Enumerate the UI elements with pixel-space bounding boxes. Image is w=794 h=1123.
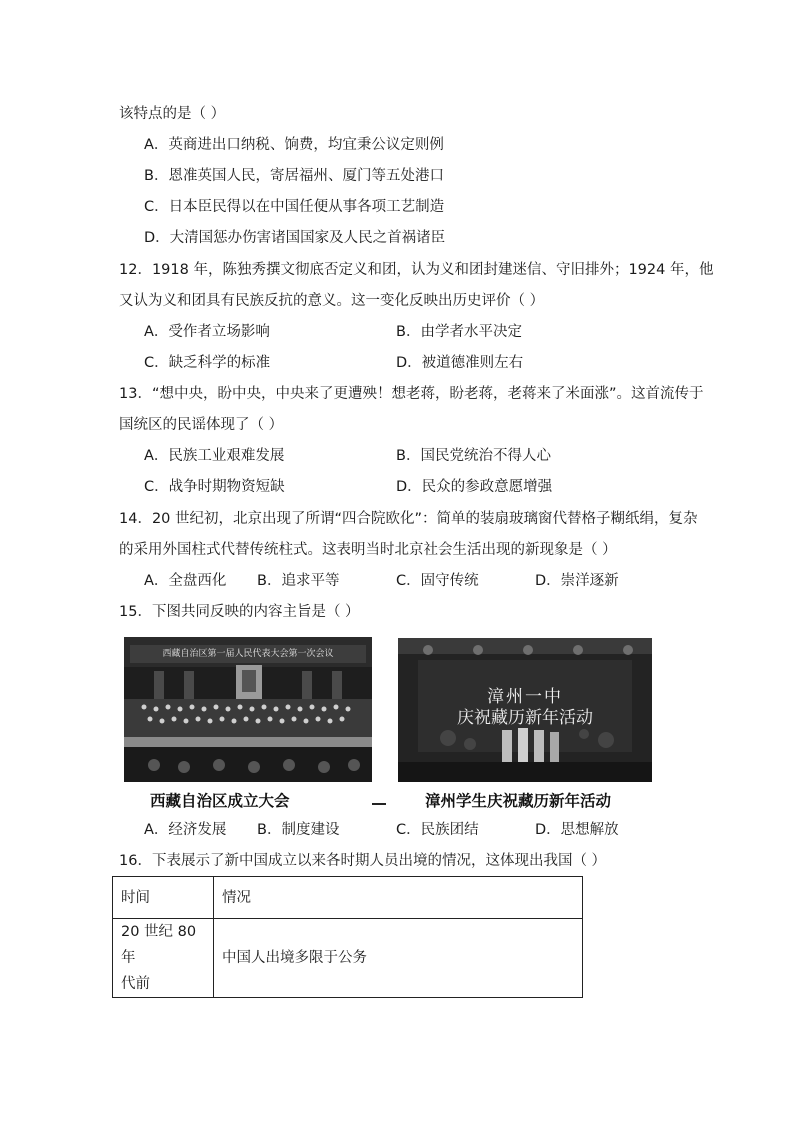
zhangzhou-overlay-line2: 庆祝藏历新年活动 xyxy=(457,708,593,728)
q13-option-a: A．民族工业艰难发展 xyxy=(144,448,285,464)
table-cell-time-line2: 代前 xyxy=(121,976,150,992)
tibet-congress-caption: 西藏自治区成立大会 xyxy=(150,791,290,810)
table-cell-situation: 中国人出境多限于公务 xyxy=(214,919,583,998)
tibet-congress-photo xyxy=(124,637,372,782)
q12-stem-line1: 12．1918 年，陈独秀撰文彻底否定义和团，认为义和团封建迷信、守旧排外；1924 年，他 xyxy=(119,262,714,278)
q14-option-a: A．全盘西化 xyxy=(144,573,227,589)
q14-option-d: D．崇洋逐新 xyxy=(535,573,619,589)
table-header-row xyxy=(113,877,583,919)
q13-stem-line2: 国统区的民谣体现了（ ） xyxy=(119,417,284,433)
q14-option-b: B．追求平等 xyxy=(257,573,340,589)
q14-stem-line2: 的采用外国柱式代替传统柱式。这表明当时北京社会生活出现的新现象是（ ） xyxy=(119,542,617,558)
q13-stem-line1: 13．“想中央，盼中央，中央来了更遭殃！想老蒋，盼老蒋，老蒋来了米面涨”。这首流传于 xyxy=(119,386,704,402)
q15-stem: 15．下图共同反映的内容主旨是（ ） xyxy=(119,604,360,620)
zhangzhou-activity-photo xyxy=(398,638,652,782)
zhangzhou-activity-caption: 漳州学生庆祝藏历新年活动 xyxy=(425,791,612,810)
q15-option-d: D．思想解放 xyxy=(535,822,619,838)
q12-option-b: B．由学者水平决定 xyxy=(396,324,522,340)
q14-option-c: C．固守传统 xyxy=(396,573,479,589)
zhangzhou-overlay-line1: 漳州一中 xyxy=(487,687,563,707)
outbound-travel-table xyxy=(112,876,583,998)
q15-option-c: C．民族团结 xyxy=(396,822,479,838)
q13-option-b: B．国民党统治不得人心 xyxy=(396,448,551,464)
table-cell-time-line1: 20 世纪 80 年 xyxy=(121,924,197,966)
tibet-congress-banner: 西藏自治区第一届人民代表大会第一次会议 xyxy=(162,649,334,659)
q11-option-a: A．英商进出口纳税、饷费，均宜秉公议定则例 xyxy=(144,137,444,153)
q11-option-b: B．恩准英国人民，寄居福州、厦门等五处港口 xyxy=(144,168,444,184)
q12-stem-line2: 又认为义和团具有民族反抗的意义。这一变化反映出历史评价（ ） xyxy=(119,293,545,309)
q12-option-c: C．缺乏科学的标准 xyxy=(144,355,271,371)
q11-stem-tail: 该特点的是（ ） xyxy=(119,106,226,122)
q11-option-c: C．日本臣民得以在中国任便从事各项工艺制造 xyxy=(144,199,445,215)
q12-option-d: D．被道德准则左右 xyxy=(396,355,524,371)
table-header-time: 时间 xyxy=(113,877,214,919)
table-cell-time xyxy=(113,919,214,998)
q11-option-d: D．大清国惩办伤害诸国国家及人民之首祸诸臣 xyxy=(144,230,446,246)
q12-option-a: A．受作者立场影响 xyxy=(144,324,270,340)
q14-stem-line1: 14．20 世纪初，北京出现了所谓“四合院欧化”：简单的装扇玻璃窗代替格子糊纸绢，复杂 xyxy=(119,511,698,527)
q15-option-b: B．制度建设 xyxy=(257,822,340,838)
q13-option-c: C．战争时期物资短缺 xyxy=(144,479,285,495)
q16-stem: 16．下表展示了新中国成立以来各时期人员出境的情况，这体现出我国（ ） xyxy=(119,853,607,869)
table-row xyxy=(113,919,583,998)
q15-option-a: A．经济发展 xyxy=(144,822,227,838)
table-header-situation: 情况 xyxy=(214,877,583,919)
q13-option-d: D．民众的参政意愿增强 xyxy=(396,479,553,495)
caption-divider xyxy=(372,803,386,805)
